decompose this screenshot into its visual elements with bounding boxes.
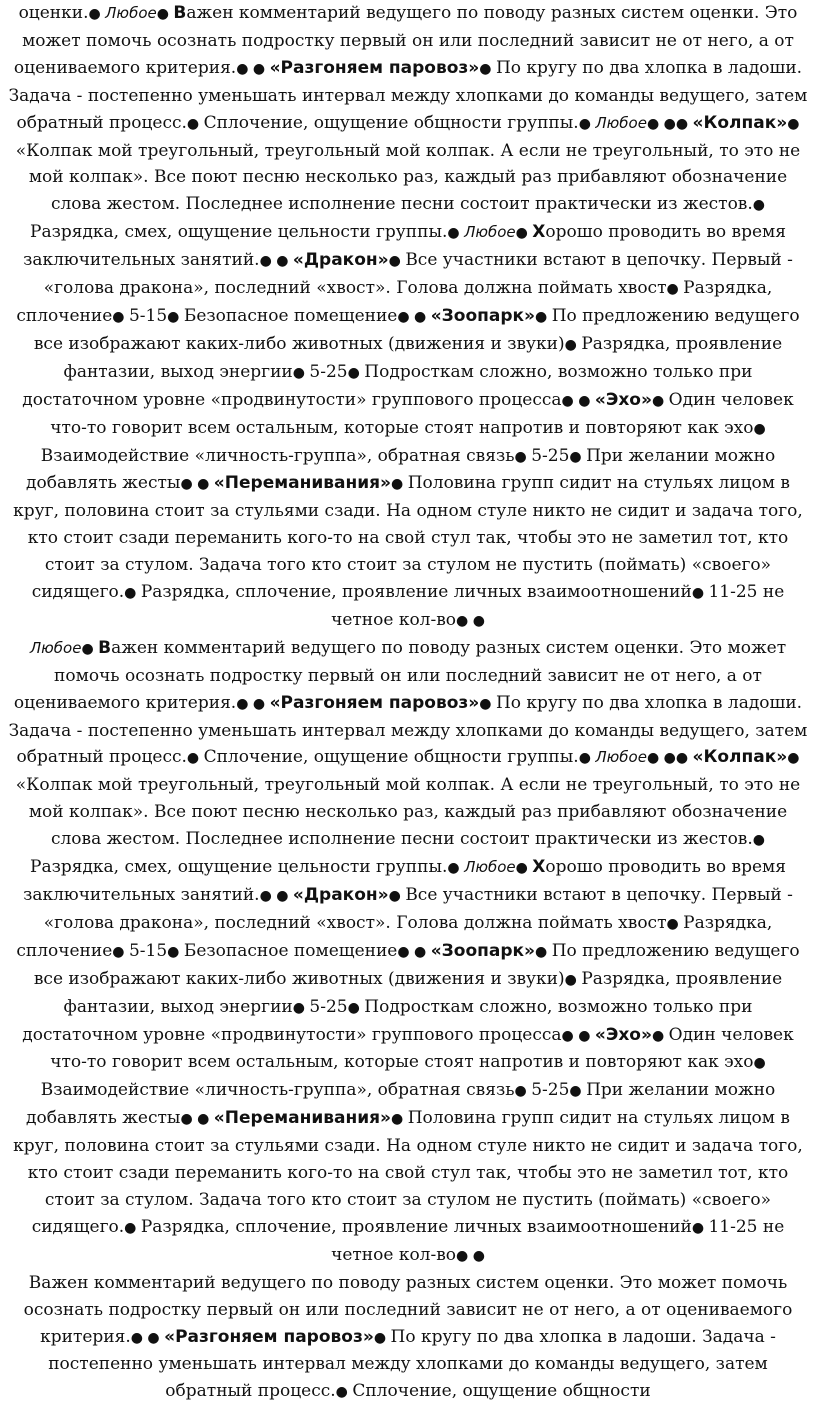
bullet-icon: ● ● <box>397 308 431 325</box>
bullet-icon: ● <box>666 281 684 298</box>
bullet-icon: ● <box>447 860 465 877</box>
bullet-icon: ● ● <box>236 60 270 77</box>
bullet-icon: ● <box>112 308 129 325</box>
text-segment: ажен комментарий ведущего по поводу разных систем оценки. Это может помочь осознать подростку первый он или последний зависит не от него, а от оцениваемого критерия. <box>13 637 787 713</box>
bullet-icon: ● <box>752 832 766 849</box>
text-segment: 11-25 не четное кол-во <box>331 582 785 630</box>
text-segment: Один человек что-то говорит всем остальным, которые стоят напротив и повторяют как эхо <box>50 1024 794 1073</box>
text-segment: Разрядка, сплочение <box>16 278 773 326</box>
text-segment: Сплочение, ощущение общности группы. <box>203 112 579 133</box>
bullet-icon: ● <box>514 1083 532 1100</box>
bullet-icon: ● <box>347 999 365 1016</box>
bullet-icon: ● ● <box>456 612 485 629</box>
text-segment: 5-25 <box>309 996 348 1017</box>
bullet-icon: ● <box>373 1329 391 1346</box>
text-segment: По кругу по два хлопка в ладоши. Задача - постепенно уменьшать интервал между хлопками до команды ведущего, затем обратный процесс. <box>48 1326 776 1402</box>
bullet-icon: ● <box>479 60 496 77</box>
bullet-icon: ● <box>391 1111 408 1128</box>
bullet-icon: ● ● <box>236 695 270 712</box>
text-block <box>6 635 810 1270</box>
bullet-icon: ● <box>569 448 587 465</box>
text-segment: Разрядка, сплочение, проявление личных взаимоотношений <box>140 582 692 603</box>
bullet-icon: ● <box>347 364 365 381</box>
bold-heading: «Зоопарк» <box>430 940 536 961</box>
bullet-icon: ● ● <box>180 476 214 493</box>
bold-heading: «Зоопарк» <box>430 305 536 326</box>
bold-heading: «Разгоняем паровоз» <box>164 1326 374 1347</box>
text-segment: Важен комментарий ведущего по поводу разных систем оценки. Это может помочь осознать подростку первый он или последний зависит не от него, а от оцениваемого критерия. <box>23 1272 793 1347</box>
text-segment: Разрядка, проявление фантазии, выход энергии <box>63 333 783 382</box>
italic-label: Любое <box>595 113 647 132</box>
text-segment: Безопасное помещение <box>183 940 398 961</box>
bold-heading: Х <box>532 857 546 878</box>
bullet-icon: ● <box>569 1083 587 1100</box>
bullet-icon: ● <box>292 999 310 1016</box>
italic-label: Любое <box>105 4 157 22</box>
bold-heading: «Эхо» <box>594 1024 652 1045</box>
italic-label: Любое <box>595 748 647 767</box>
bullet-icon: ● <box>515 225 533 242</box>
bullet-icon: ● <box>335 1384 353 1401</box>
bullet-icon: ● <box>112 943 129 960</box>
text-segment: По предложению ведущего все изображают каких-либо животных (движения и звуки) <box>33 940 800 989</box>
text-segment: По предложению ведущего все изображают каких-либо животных (движения и звуки) <box>33 305 800 354</box>
text-segment: Половина групп сидит на стульях лицом в круг, половина стоит за стульями сзади. На одном стуле никто не сидит и задача того, кто стоит сзади переманить кого-то на свой стул так, чтобы это не заметил тот, кто стоит за стулом. Задача того кто стоит за стулом не пустить (поймать) «своего» сидящего. <box>13 473 803 603</box>
text-segment: орошо проводить во время заключительных занятий. <box>23 857 786 905</box>
text-segment: Подросткам сложно, возможно только при достаточном уровне «продвинутости» группового процесса <box>22 996 753 1045</box>
bullet-icon: ● <box>479 695 496 712</box>
text-segment: Сплочение, ощущение общности <box>352 1381 651 1402</box>
bullet-icon: ● <box>514 448 532 465</box>
text-segment: По кругу по два хлопка в ладоши. Задача - постепенно уменьшать интервал между хлопками до команды ведущего, затем обратный процесс. <box>8 692 808 768</box>
bold-heading: «Дракон» <box>292 885 389 905</box>
text-segment: При желании можно добавлять жесты <box>26 1080 776 1129</box>
bullet-icon: ● <box>515 860 533 877</box>
bullet-icon: ● <box>186 750 204 767</box>
bold-heading: Х <box>532 222 546 243</box>
bullet-icon: ● <box>156 6 174 22</box>
bullet-icon: ● ● <box>259 888 293 904</box>
bullet-icon: ● ● <box>561 392 595 409</box>
text-block <box>6 1270 810 1406</box>
text-segment: ажен комментарий ведущего по поводу разных систем оценки. Это может помочь осознать подростку первый он или последний зависит не от него, а от оцениваемого критерия. <box>13 3 798 78</box>
bullet-icon: ● ● <box>397 943 431 960</box>
bullet-icon: ● <box>651 1027 669 1044</box>
bullet-icon: ● <box>753 420 766 437</box>
bullet-icon: ● <box>787 750 800 767</box>
bullet-icon: ● <box>564 971 582 988</box>
text-segment: 5-15 <box>128 940 168 961</box>
bullet-icon: ● <box>81 640 99 657</box>
bullet-icon: ● <box>578 750 596 767</box>
bullet-icon: ● ● <box>561 1027 595 1044</box>
text-segment: оценки. <box>18 3 89 23</box>
bullet-icon: ● <box>186 115 204 132</box>
text-segment: Разрядка, проявление фантазии, выход энергии <box>63 968 783 1017</box>
bold-heading: «Переманивания» <box>213 473 392 494</box>
bold-heading: «Разгоняем паровоз» <box>269 57 480 78</box>
bold-heading: «Колпак» <box>692 112 788 133</box>
bullet-icon: ● <box>391 476 408 493</box>
text-segment: 5-25 <box>531 1080 570 1101</box>
text-segment: Разрядка, смех, ощущение цельности группы. <box>30 222 448 243</box>
text-segment: 5-15 <box>128 305 168 326</box>
text-segment: Разрядка, смех, ощущение цельности группы. <box>30 857 448 878</box>
bullet-icon: ● <box>787 115 800 132</box>
italic-label: Любое <box>464 223 516 242</box>
bullet-icon: ● <box>691 585 709 602</box>
text-segment: Разрядка, сплочение <box>16 912 773 961</box>
text-segment: Все участники встают в цепочку. Первый - «голова дракона», последний «хвост». Голова должна поймать хвост <box>43 885 793 933</box>
text-segment: Разрядка, сплочение, проявление личных взаимоотношений <box>140 1216 692 1237</box>
text-segment: Все участники встают в цепочку. Первый - «голова дракона», последний «хвост». Голова должна поймать хвост <box>43 250 793 299</box>
text-segment: Взаимодействие «личность-группа», обратная связь <box>40 1080 515 1101</box>
text-segment: 5-25 <box>309 361 348 382</box>
italic-label: Любое <box>464 858 516 877</box>
bold-heading: «Эхо» <box>594 389 652 410</box>
bullet-icon: ● <box>124 585 141 602</box>
text-segment: 5-25 <box>531 445 570 466</box>
bullet-icon: ● ● <box>130 1329 165 1346</box>
bullet-icon: ● <box>578 115 596 132</box>
text-segment: орошо проводить во время заключительных занятий. <box>23 222 786 271</box>
text-segment: Взаимодействие «личность-группа», обратная связь <box>40 445 515 466</box>
bullet-icon: ● <box>666 915 684 932</box>
text-segment: 11-25 не четное кол-во <box>331 1216 785 1265</box>
bullet-icon: ● <box>753 1055 766 1072</box>
bullet-icon: ● <box>535 308 552 325</box>
text-segment: При желании можно добавлять жесты <box>26 445 776 494</box>
bullet-icon: ● <box>124 1219 141 1236</box>
text-segment: Безопасное помещение <box>183 305 398 326</box>
text-segment: Подросткам сложно, возможно только при достаточном уровне «продвинутости» группового процесса <box>22 361 753 410</box>
bullet-icon: ● <box>167 943 184 960</box>
bold-heading: «Дракон» <box>292 250 389 271</box>
text-segment: По кругу по два хлопка в ладоши. Задача - постепенно уменьшать интервал между хлопками до команды ведущего, затем обратный процесс. <box>8 57 808 133</box>
italic-label: Любое <box>29 638 82 657</box>
bullet-icon: ● <box>88 6 106 22</box>
bullet-icon: ● <box>651 392 669 409</box>
bullet-icon: ● <box>691 1219 709 1236</box>
bullet-icon: ● <box>752 197 766 214</box>
text-segment: «Колпак мой треугольный, треугольный мой колпак. А если не треугольный, то это не мой колпак». Все поют песню несколько раз, каждый раз прибавляют обозначение слова жестом. Последнее исполнение песни состоит практически из жестов. <box>15 775 801 850</box>
bullet-icon: ● <box>167 308 184 325</box>
bullet-icon: ● ●● <box>646 115 693 132</box>
bullet-icon: ● <box>535 943 552 960</box>
bullet-icon: ● ● <box>180 1111 214 1128</box>
bullet-icon: ● <box>447 225 465 242</box>
bullet-icon: ● ● <box>456 1247 485 1264</box>
bold-heading: «Колпак» <box>692 747 788 768</box>
bullet-icon: ● <box>292 364 310 381</box>
bold-heading: «Разгоняем паровоз» <box>269 692 480 713</box>
text-segment: «Колпак мой треугольный, треугольный мой колпак. А если не треугольный, то это не мой колпак». Все поют песню несколько раз, каждый раз прибавляют обозначение слова жестом. Последнее исполнение песни состоит практически из жестов. <box>15 140 801 215</box>
bullet-icon: ● <box>388 253 406 270</box>
text-segment: Сплочение, ощущение общности группы. <box>203 747 579 768</box>
text-block <box>6 0 810 635</box>
text-segment: Половина групп сидит на стульях лицом в круг, половина стоит за стульями сзади. На одном стуле никто не сидит и задача того, кто стоит сзади переманить кого-то на свой стул так, чтобы это не заметил тот, кто стоит за стулом. Задача того кто стоит за стулом не пустить (поймать) «своего» сидящего. <box>13 1108 803 1237</box>
text-segment: Один человек что-то говорит всем остальным, которые стоят напротив и повторяют как эхо <box>50 389 794 438</box>
bullet-icon: ● <box>564 336 582 353</box>
bullet-icon: ● <box>388 888 406 904</box>
bold-heading: В <box>173 3 187 23</box>
bullet-icon: ● ● <box>259 253 293 270</box>
bold-heading: В <box>98 637 112 658</box>
bold-heading: «Переманивания» <box>213 1108 392 1129</box>
bullet-icon: ● ●● <box>646 750 693 767</box>
